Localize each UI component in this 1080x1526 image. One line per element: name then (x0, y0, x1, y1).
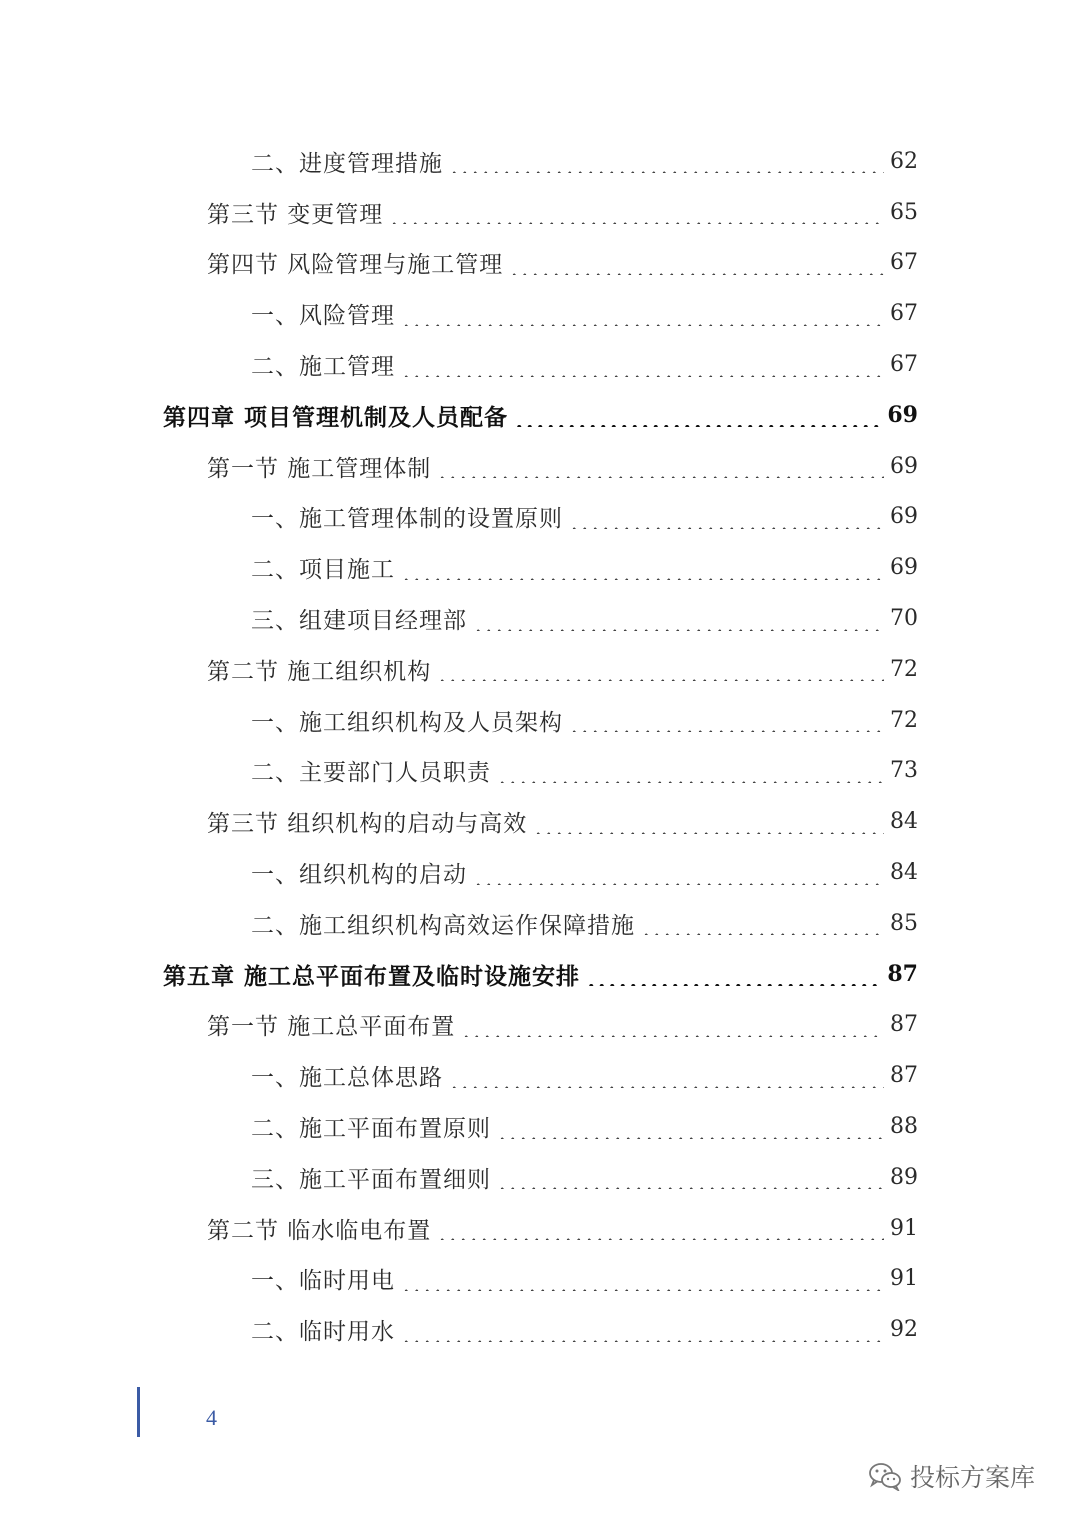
toc-dot-leader (401, 556, 884, 580)
toc-dot-leader (514, 403, 881, 427)
toc-dot-leader (401, 302, 884, 326)
toc-dot-leader (473, 861, 884, 885)
footer-page-number: 4 (206, 1405, 217, 1430)
toc-entry[interactable] (0, 644, 1080, 695)
toc-dot-leader (569, 708, 884, 732)
toc-entry-title: 第三节 变更管理 (207, 201, 384, 228)
toc-entry-page: 69 (890, 504, 918, 530)
toc-entry[interactable] (0, 238, 1080, 289)
toc-entry-title: 三、施工平面布置细则 (251, 1166, 491, 1193)
toc-dot-leader (449, 149, 884, 173)
toc-entry-page: 69 (887, 402, 918, 429)
wechat-icon (868, 1461, 902, 1491)
toc-entry-page: 92 (890, 1317, 918, 1343)
toc-entry-title: 二、项目施工 (251, 557, 395, 584)
toc-entry-page: 88 (890, 1114, 918, 1140)
toc-entry[interactable] (0, 390, 1080, 441)
toc-dot-leader (473, 607, 884, 631)
toc-entry-title: 一、施工组织机构及人员架构 (251, 709, 563, 736)
toc-dot-leader (461, 1013, 884, 1037)
toc-dot-leader (509, 251, 884, 275)
toc-entry-page: 69 (890, 555, 918, 581)
toc-entry[interactable] (0, 1152, 1080, 1203)
toc-dot-leader (401, 1318, 884, 1342)
toc-entry-title: 第二节 临水临电布置 (207, 1217, 432, 1244)
toc-entry[interactable] (0, 949, 1080, 1000)
toc-entry-page: 62 (890, 148, 918, 174)
toc-entry-page: 89 (890, 1164, 918, 1190)
toc-entry[interactable] (0, 796, 1080, 847)
toc-entry-title: 第三节 组织机构的启动与高效 (207, 811, 528, 838)
toc-entry-page: 91 (890, 1215, 918, 1241)
toc-dot-leader (437, 1216, 884, 1240)
toc-entry-title: 二、施工平面布置原则 (251, 1116, 491, 1143)
toc-entry-title: 第一节 施工管理体制 (207, 455, 432, 482)
toc-entry-page: 87 (890, 1063, 918, 1089)
toc-entry[interactable] (0, 136, 1080, 187)
toc-dot-leader (533, 810, 884, 834)
toc-entry-title: 二、临时用水 (251, 1319, 395, 1346)
toc-entry[interactable] (0, 898, 1080, 949)
toc-dot-leader (586, 962, 881, 986)
toc-entry-page: 67 (890, 250, 918, 276)
toc-entry-title: 二、施工管理 (251, 354, 395, 381)
toc-dot-leader (569, 505, 884, 529)
toc-entry[interactable] (0, 339, 1080, 390)
toc-entry-page: 85 (890, 910, 918, 936)
toc-entry[interactable] (0, 746, 1080, 797)
toc-entry[interactable] (0, 542, 1080, 593)
toc-dot-leader (389, 200, 884, 224)
watermark-text: 投标方案库 (910, 1463, 1036, 1492)
toc-entry-title: 一、风险管理 (251, 303, 395, 330)
toc-entry-title: 第四节 风险管理与施工管理 (207, 252, 504, 279)
toc-entry[interactable] (0, 1254, 1080, 1305)
toc-entry-title: 第一节 施工总平面布置 (207, 1014, 456, 1041)
toc-entry[interactable] (0, 593, 1080, 644)
toc-entry-page: 91 (890, 1266, 918, 1292)
toc-entry-page: 69 (890, 453, 918, 479)
toc-entry-title: 一、施工管理体制的设置原则 (251, 506, 563, 533)
toc-entry-page: 67 (890, 352, 918, 378)
toc-entry[interactable] (0, 1203, 1080, 1254)
watermark (868, 1458, 1035, 1494)
toc-entry-title: 二、施工组织机构高效运作保障措施 (251, 912, 635, 939)
toc-entry-title: 第四章 项目管理机制及人员配备 (163, 403, 509, 431)
toc-entry-title: 二、主要部门人员职责 (251, 760, 491, 787)
toc-entry[interactable] (0, 1000, 1080, 1051)
toc-entry-page: 72 (890, 707, 918, 733)
toc-dot-leader (497, 1165, 884, 1189)
toc-entry-title: 二、进度管理措施 (251, 150, 443, 177)
toc-entry[interactable] (0, 1101, 1080, 1152)
toc-entry-page: 84 (890, 809, 918, 835)
toc-entry-page: 72 (890, 656, 918, 682)
toc-entry-title: 第二节 施工组织机构 (207, 658, 432, 685)
toc-entry[interactable] (0, 847, 1080, 898)
table-of-contents (0, 136, 1080, 1355)
toc-dot-leader (401, 353, 884, 377)
footer-accent-bar (137, 1387, 140, 1437)
toc-entry[interactable] (0, 1050, 1080, 1101)
toc-entry-page: 67 (890, 301, 918, 327)
toc-dot-leader (497, 1115, 884, 1139)
toc-entry[interactable] (0, 187, 1080, 238)
toc-entry-page: 87 (890, 1012, 918, 1038)
toc-dot-leader (641, 911, 884, 935)
toc-dot-leader (449, 1064, 884, 1088)
toc-entry[interactable] (0, 288, 1080, 339)
toc-entry-title: 第五章 施工总平面布置及临时设施安排 (163, 962, 581, 990)
toc-entry-title: 一、临时用电 (251, 1268, 395, 1295)
toc-entry-title: 一、施工总体思路 (251, 1065, 443, 1092)
toc-dot-leader (437, 657, 884, 681)
toc-entry[interactable] (0, 492, 1080, 543)
toc-entry[interactable] (0, 441, 1080, 492)
toc-entry-page: 87 (887, 961, 918, 988)
toc-dot-leader (437, 454, 884, 478)
toc-entry-title: 一、组织机构的启动 (251, 862, 467, 889)
toc-entry-page: 65 (890, 199, 918, 225)
toc-entry-page: 73 (890, 758, 918, 784)
toc-entry-title: 三、组建项目经理部 (251, 608, 467, 635)
toc-dot-leader (497, 759, 884, 783)
toc-entry[interactable] (0, 1304, 1080, 1355)
toc-dot-leader (401, 1267, 884, 1291)
toc-entry[interactable] (0, 695, 1080, 746)
toc-entry-page: 84 (890, 860, 918, 886)
toc-entry-page: 70 (890, 606, 918, 632)
